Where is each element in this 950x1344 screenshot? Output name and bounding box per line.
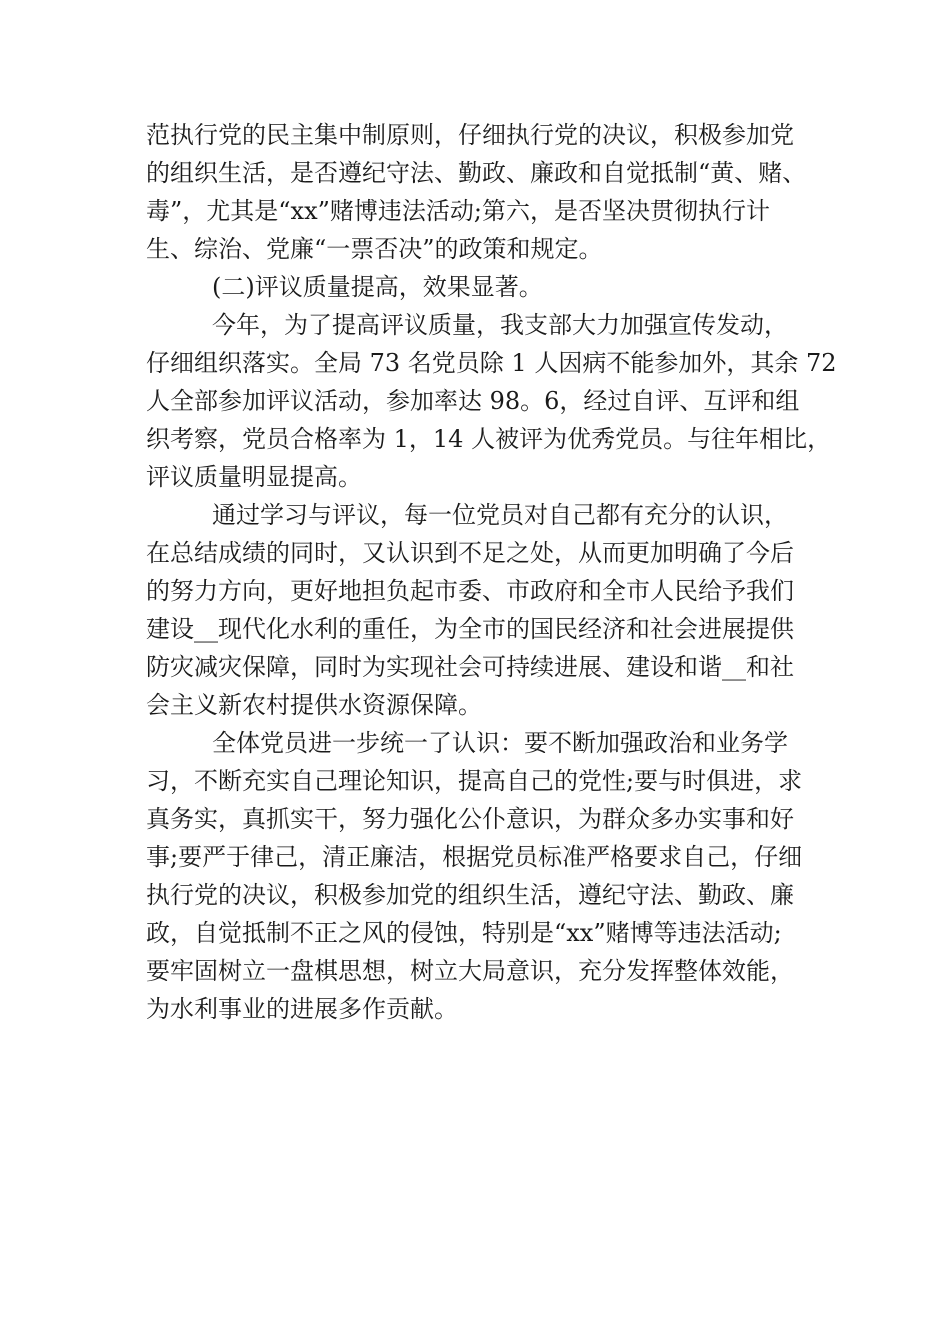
text-line: 生、综治、党廉“一票否决”的政策和规定。 — [146, 235, 603, 263]
text-line: (二)评议质量提高，效果显著。 — [212, 273, 543, 301]
paragraph-continued — [146, 116, 810, 268]
text-line: 今年，为了提高评议质量，我支部大力加强宣传发动， — [212, 311, 788, 339]
text-line: 政，自觉抵制不正之风的侵蚀，特别是“xx”赌博等违法活动; — [146, 919, 782, 947]
document-body — [146, 116, 837, 1028]
text-line: 的努力方向，更好地担负起市委、市政府和全市人民给予我们 — [146, 577, 794, 605]
text-line: 范执行党的民主集中制原则，仔细执行党的决议，积极参加党 — [146, 121, 794, 149]
text-line: 全体党员进一步统一了认识：要不断加强政治和业务学 — [212, 729, 788, 757]
paragraph-evaluation-quality — [146, 306, 837, 496]
paragraph-unified-understanding — [146, 724, 810, 1028]
text-line: 要牢固树立一盘棋思想，树立大局意识，充分发挥整体效能， — [146, 957, 794, 985]
text-line: 通过学习与评议，每一位党员对自己都有充分的认识， — [212, 501, 788, 529]
text-line: 在总结成绩的同时，又认识到不足之处，从而更加明确了今后 — [146, 539, 794, 567]
section-heading — [146, 268, 810, 306]
text-line: 习，不断充实自己理论知识，提高自己的党性;要与时俱进，求 — [146, 767, 803, 795]
text-line: 毒”，尤其是“xx”赌博违法活动;第六，是否坚决贯彻执行计 — [146, 197, 770, 225]
text-line: 仔细组织落实。全局 73 名党员除 1 人因病不能参加外，其余 72 — [146, 349, 837, 377]
paragraph-learning-results — [146, 496, 810, 724]
text-line: 人全部参加评议活动，参加率达 98。6，经过自评、互评和组 — [146, 387, 800, 415]
text-line: 防灾减灾保障，同时为实现社会可持续进展、建设和谐__和社 — [146, 653, 794, 681]
text-line: 织考察，党员合格率为 1，14 人被评为优秀党员。与往年相比， — [146, 425, 832, 453]
text-line: 的组织生活，是否遵纪守法、勤政、廉政和自觉抵制“黄、赌、 — [146, 159, 807, 187]
text-line: 执行党的决议，积极参加党的组织生活，遵纪守法、勤政、廉 — [146, 881, 794, 909]
text-line: 事;要严于律己，清正廉洁，根据党员标准严格要求自己，仔细 — [146, 843, 803, 871]
text-line: 真务实，真抓实干，努力强化公仆意识，为群众多办实事和好 — [146, 805, 794, 833]
text-line: 评议质量明显提高。 — [146, 463, 362, 491]
text-line: 会主义新农村提供水资源保障。 — [146, 691, 482, 719]
text-line: 建设__现代化水利的重任，为全市的国民经济和社会进展提供 — [146, 615, 794, 643]
text-line: 为水利事业的进展多作贡献。 — [146, 995, 458, 1023]
